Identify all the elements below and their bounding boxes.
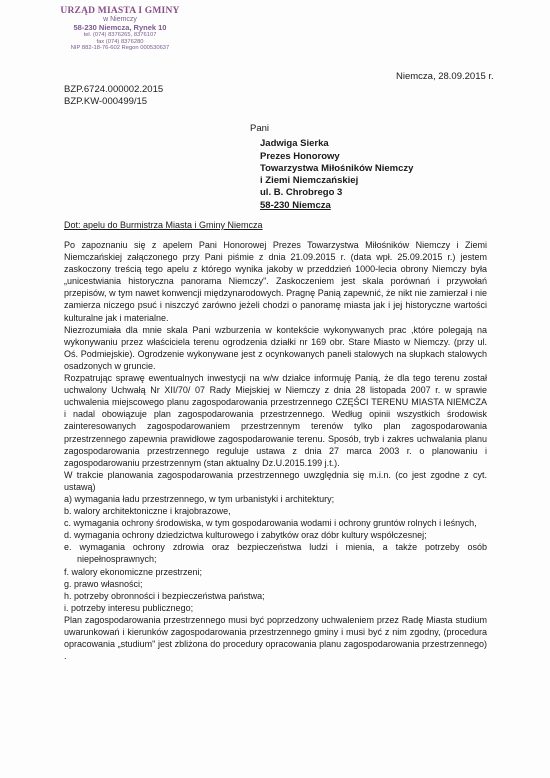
list-item-a: a) wymagania ładu przestrzennego, w tym urbanistyki i architektury; <box>64 493 335 504</box>
stamp-office-name: URZĄD MIASTA I GMINY <box>60 6 180 16</box>
office-stamp <box>56 6 184 52</box>
list-item-g: g. prawo własności; <box>64 578 143 589</box>
letter-body <box>64 239 487 662</box>
stamp-address: 58-230 Niemcza, Rynek 10 <box>73 23 167 33</box>
addressee-block <box>250 123 414 212</box>
reference-number: BZP.6724.000002.2015 <box>64 84 164 95</box>
list-item-i: i. potrzeby interesu publicznego; <box>64 602 194 613</box>
list-item-d: d. wymagania ochrony dziedzictwa kulturowego i zabytków oraz dóbr kultury współczesnej; <box>64 530 427 541</box>
list-item-h: h. potrzeby obronności i bezpieczeństwa państwa; <box>64 590 265 601</box>
case-number: BZP.KW-000499/15 <box>64 96 148 107</box>
addressee-salutation: Pani <box>250 123 270 134</box>
addressee-role: Prezes Honorowy <box>260 150 340 162</box>
addressee-organization-2: i Ziemi Niemczańskiej <box>260 175 359 187</box>
list-item-b: b. walory architektoniczne i krajobrazowe, <box>64 506 231 517</box>
list-item-e: e. wymagania ochrony zdrowia oraz bezpieczeństwa ludzi i mienia, a także potrzeby osób niepełnosprawnych; <box>64 542 487 565</box>
paragraph-3: Rozpatrując sprawę ewentualnych inwestycji na w/w działce informuję Panią, że dla tego terenu został uchwalony Uchwałą Nr XII/70/ 07 Rady Miejskiej w Niemczy z dnia 28 listopada 2007 r. w sprawie uchwalenia miejscowego planu zagospodarowania przestrzennego CZĘŚCI TERENU MIASTA NIEMCZA i nadal obowiązuje plan zagospodarowania przestrzennego. Według opinii wszystkich środowisk zainteresowanych zagospodarowaniem przestrzennym terenów tylko plan zagospodarowania przestrzennego zapewnia prawidłowe zagospodarowanie terenu. Sposób, tryb i zakres uchwalania planu zagospodarowania przestrzennego reguluje ustawa z dnia 27 marca 2003 r. o planowaniu i zagospodarowaniu przestrzennym (stan aktualny Dz.U.2015.199 j.t.). <box>64 373 487 468</box>
addressee-name: Jadwiga Sierka <box>260 138 329 150</box>
paragraph-1: Po zapoznaniu się z apelem Pani Honorowej Prezes Towarzystwa Miłośników Niemczy i Ziemi Niemczańskiej załączonego przy Pani piśmie z dnia 21.09.2015 r. (data wpł. 25.09.2015 r.) jestem zaskoczony treścią tego apelu z którego wynika jakoby w przeddzień 1000-lecia obrony Niemczy była „unicestwiania historyczna panorama Niemczy". Zaskoczeniem jest skala porównań i przywołań przepisów, w tym nawet konwencji międzynarodowych. Pragnę Panią zapewnić, że nikt nie zamierzał i nie zamierza niczego psuć i niszczyć zarówno jeżeli chodzi o panoramę miasta jak i jej historyczne wartości kulturalne jak i materialne. <box>64 240 487 323</box>
stamp-phone: tel. (074) 8376265, 8376107 <box>83 32 157 39</box>
stamp-town: w Niemczy <box>103 16 137 24</box>
paragraph-4: W trakcie planowania zagospodarowania przestrzennego uwzględnia się m.i.n. (co jest zgodne z cyt. ustawą) <box>64 469 487 492</box>
paragraph-5: Plan zagospodarowania przestrzennego musi być poprzedzony uchwaleniem przez Radę Miasta studium uwarunkowań i kierunków zagospodarowania przestrzennego gminy i musi być z nim zgodny, (procedura opracowania „studium" jest zbliżona do procedury opracowania planu zagospodarowania przestrzennego) . <box>64 614 487 662</box>
addressee-organization: Towarzystwa Miłośników Niemczy <box>260 162 414 174</box>
paragraph-2: Niezrozumiała dla mnie skala Pani wzburzenia w kontekście wykonywanych prac ,które polegają na wykonywaniu przez właściciela terenu ogrodzenia działki nr 169 obr. Stare Miasto w Niemczy. (przy ul. Oś. Podmiejskie). Ogrodzenie wykonywane jest z ocynkowanych paneli stalowych na słupkach stalowych osadzonych w gruncie. <box>64 324 487 371</box>
addressee-city: 58-230 Niemcza <box>260 199 331 211</box>
place-and-date: Niemcza, 28.09.2015 r. <box>396 71 494 82</box>
list-item-c: c. wymagania ochrony środowiska, w tym gospodarowania wodami i ochrony gruntów rolnych i leśnych, <box>64 518 477 529</box>
addressee-street: ul. B. Chrobrego 3 <box>260 187 343 199</box>
letter-subject: Dot: apelu do Burmistrza Miasta i Gminy Niemcza <box>64 220 263 230</box>
stamp-fax: fax (074) 8376280 <box>96 38 144 45</box>
stamp-tax-id: NIP 882-18-76-602 Regon 000530637 <box>70 45 170 52</box>
list-item-f: f. walory ekonomiczne przestrzeni; <box>64 566 203 577</box>
